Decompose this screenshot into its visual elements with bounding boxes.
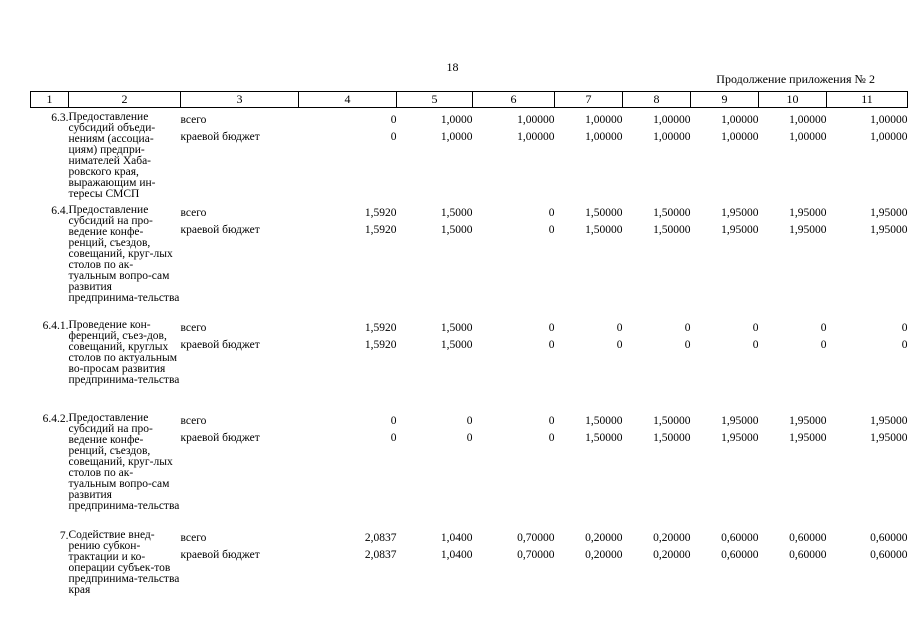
value-cell-col10 — [759, 201, 827, 316]
value-cell-col9 — [691, 526, 759, 601]
value-total: 1,5000 — [440, 321, 473, 334]
value-cell-col4 — [299, 316, 397, 409]
funding-type-regional: краевой бюджет — [180, 131, 260, 143]
value-cell-col7 — [555, 409, 623, 526]
value-total: 0,60000 — [789, 531, 827, 544]
value-regional: 0,70000 — [517, 548, 555, 561]
value-regional: 1,95000 — [789, 431, 827, 444]
appendix-table — [30, 91, 908, 601]
row-number: 6.4.1. — [42, 319, 69, 332]
column-header-9: 9 — [691, 92, 759, 108]
value-cell-col8 — [623, 108, 691, 201]
value-regional: 0,20000 — [585, 548, 623, 561]
funding-type-cell — [181, 526, 299, 601]
value-cell-col5 — [397, 526, 473, 601]
value-cell-col7 — [555, 108, 623, 201]
value-regional: 1,5000 — [440, 223, 473, 236]
value-cell-col11 — [827, 108, 908, 201]
value-regional: 0 — [616, 338, 623, 351]
row-name: Содействие внед-рению субкон-трактации и ко-операции субъек-тов предпринима-тельства края — [68, 528, 180, 596]
funding-type-cell — [181, 201, 299, 316]
value-regional: 1,50000 — [585, 223, 623, 236]
value-regional: 1,00000 — [585, 131, 623, 143]
value-cell-col10 — [759, 316, 827, 409]
value-regional: 1,95000 — [870, 223, 908, 236]
value-total: 0 — [820, 321, 827, 334]
value-total: 1,95000 — [870, 414, 908, 427]
value-total: 1,00000 — [721, 114, 759, 126]
value-total: 1,50000 — [585, 206, 623, 219]
row-number: 7. — [59, 529, 69, 542]
table-row — [31, 316, 908, 409]
funding-type-regional: краевой бюджет — [180, 223, 260, 236]
value-regional: 1,00000 — [721, 131, 759, 143]
row-name: Предоставление субсидий на про-ведение конфе-ренций, съездов, совещаний, круг-лых столов по ак-туальным вопро-сам развития предпринима-тельства — [68, 203, 180, 304]
value-total: 0 — [616, 321, 623, 334]
value-regional: 2,0837 — [364, 548, 397, 561]
value-cell-col8 — [623, 316, 691, 409]
funding-type-cell — [181, 409, 299, 526]
value-total: 1,5000 — [440, 206, 473, 219]
value-regional: 0 — [820, 338, 827, 351]
value-total: 1,00000 — [517, 114, 555, 126]
row-number: 6.4. — [51, 204, 69, 217]
value-cell-col6 — [473, 201, 555, 316]
value-total: 0 — [390, 114, 397, 126]
value-total: 0 — [548, 206, 555, 219]
value-regional: 1,00000 — [517, 131, 555, 143]
page-number: 18 — [446, 60, 459, 74]
value-total: 0 — [684, 321, 691, 334]
value-total: 0 — [548, 321, 555, 334]
value-cell-col10 — [759, 526, 827, 601]
value-cell-col4 — [299, 108, 397, 201]
value-regional: 1,0000 — [440, 131, 473, 143]
value-cell-col7 — [555, 201, 623, 316]
value-total: 0,60000 — [870, 531, 908, 544]
value-cell-col7 — [555, 526, 623, 601]
value-total: 0 — [390, 414, 397, 427]
value-cell-col5 — [397, 409, 473, 526]
value-total: 1,50000 — [653, 414, 691, 427]
value-total: 1,5920 — [364, 206, 397, 219]
value-cell-col11 — [827, 526, 908, 601]
value-total: 1,5920 — [364, 321, 397, 334]
value-regional: 0 — [548, 223, 555, 236]
value-total: 1,95000 — [721, 414, 759, 427]
column-header-2: 2 — [69, 92, 181, 108]
value-regional: 1,00000 — [870, 131, 908, 143]
value-cell-col7 — [555, 316, 623, 409]
funding-type-total: всего — [180, 414, 207, 427]
value-cell-col9 — [691, 108, 759, 201]
column-header-10: 10 — [759, 92, 827, 108]
value-cell-col5 — [397, 201, 473, 316]
value-regional: 1,50000 — [653, 223, 691, 236]
table-row — [31, 201, 908, 316]
value-regional: 0 — [684, 338, 691, 351]
value-cell-col8 — [623, 526, 691, 601]
value-regional: 0 — [548, 338, 555, 351]
value-total: 1,95000 — [789, 206, 827, 219]
value-regional: 0 — [548, 431, 555, 444]
value-total: 0 — [752, 321, 759, 334]
row-number: 6.4.2. — [42, 412, 69, 425]
value-regional: 0,60000 — [870, 548, 908, 561]
value-total: 1,95000 — [870, 206, 908, 219]
column-header-1: 1 — [31, 92, 69, 108]
value-total: 1,0000 — [440, 114, 473, 126]
value-total: 0,20000 — [653, 531, 691, 544]
value-regional: 1,00000 — [653, 131, 691, 143]
value-cell-col8 — [623, 409, 691, 526]
column-header-7: 7 — [555, 92, 623, 108]
value-regional: 1,95000 — [721, 223, 759, 236]
row-name: Предоставление субсидий объеди-нениям (ассоциа-циям) предпри-нимателей Хаба-ровского края, выражающим ин-тересы СМСП — [68, 111, 156, 200]
value-cell-col4 — [299, 201, 397, 316]
row-name: Предоставление субсидий на про-ведение конфе-ренций, съездов, совещаний, круг-лых столов по ак-туальным вопро-сам развития предпринима-тельства — [68, 411, 180, 512]
value-regional: 1,5920 — [364, 338, 397, 351]
value-total: 0 — [466, 414, 473, 427]
value-regional: 0 — [390, 131, 397, 143]
funding-type-regional: краевой бюджет — [180, 431, 260, 444]
value-cell-col4 — [299, 409, 397, 526]
funding-type-total: всего — [180, 321, 207, 334]
value-regional: 1,50000 — [585, 431, 623, 444]
value-regional: 0 — [390, 431, 397, 444]
value-total: 0,20000 — [585, 531, 623, 544]
value-cell-col11 — [827, 201, 908, 316]
column-header-8: 8 — [623, 92, 691, 108]
value-total: 1,0400 — [440, 531, 473, 544]
funding-type-cell — [181, 108, 299, 201]
header-row — [31, 92, 908, 108]
value-cell-col9 — [691, 316, 759, 409]
value-total: 1,00000 — [789, 114, 827, 126]
row-name: Проведение кон-ференций, съез-дов, совещаний, круглых столов по актуальным во-просам развития предпринима-тельства — [68, 318, 180, 386]
value-cell-col9 — [691, 409, 759, 526]
value-regional: 1,50000 — [653, 431, 691, 444]
value-cell-col6 — [473, 409, 555, 526]
funding-type-total: всего — [180, 531, 207, 544]
column-header-5: 5 — [397, 92, 473, 108]
value-total: 0 — [548, 414, 555, 427]
column-header-11: 11 — [827, 92, 908, 108]
funding-type-regional: краевой бюджет — [180, 338, 260, 351]
value-cell-col8 — [623, 201, 691, 316]
value-cell-col6 — [473, 108, 555, 201]
continuation-caption: Продолжение приложения № 2 — [716, 72, 875, 86]
funding-type-regional: краевой бюджет — [180, 548, 260, 561]
value-regional: 1,95000 — [721, 431, 759, 444]
table-row — [31, 526, 908, 601]
value-cell-col11 — [827, 409, 908, 526]
value-cell-col5 — [397, 108, 473, 201]
column-header-4: 4 — [299, 92, 397, 108]
value-total: 0 — [901, 321, 908, 334]
value-cell-col11 — [827, 316, 908, 409]
value-total: 1,00000 — [585, 114, 623, 126]
table-row — [31, 108, 908, 201]
table-row — [31, 409, 908, 526]
value-cell-col6 — [473, 526, 555, 601]
value-total: 1,95000 — [789, 414, 827, 427]
value-total: 0,60000 — [721, 531, 759, 544]
value-cell-col10 — [759, 108, 827, 201]
value-cell-col10 — [759, 409, 827, 526]
column-header-3: 3 — [181, 92, 299, 108]
value-regional: 1,00000 — [789, 131, 827, 143]
value-total: 2,0837 — [364, 531, 397, 544]
row-number: 6.3. — [51, 112, 69, 124]
value-total: 1,00000 — [653, 114, 691, 126]
value-total: 1,50000 — [653, 206, 691, 219]
funding-type-total: всего — [180, 206, 207, 219]
value-regional: 1,95000 — [789, 223, 827, 236]
column-header-6: 6 — [473, 92, 555, 108]
value-regional: 0 — [752, 338, 759, 351]
value-total: 1,95000 — [721, 206, 759, 219]
value-total: 1,50000 — [585, 414, 623, 427]
value-regional: 1,95000 — [870, 431, 908, 444]
value-regional: 0 — [901, 338, 908, 351]
value-regional: 0,20000 — [653, 548, 691, 561]
funding-type-total: всего — [180, 114, 207, 126]
value-cell-col4 — [299, 526, 397, 601]
value-regional: 1,5920 — [364, 223, 397, 236]
value-cell-col9 — [691, 201, 759, 316]
value-regional: 0 — [466, 431, 473, 444]
funding-type-cell — [181, 316, 299, 409]
table-body — [31, 108, 908, 601]
value-cell-col5 — [397, 316, 473, 409]
value-regional: 1,0400 — [440, 548, 473, 561]
value-regional: 0,60000 — [721, 548, 759, 561]
value-total: 1,00000 — [870, 114, 908, 126]
value-total: 0,70000 — [517, 531, 555, 544]
value-cell-col6 — [473, 316, 555, 409]
value-regional: 1,5000 — [440, 338, 473, 351]
value-regional: 0,60000 — [789, 548, 827, 561]
